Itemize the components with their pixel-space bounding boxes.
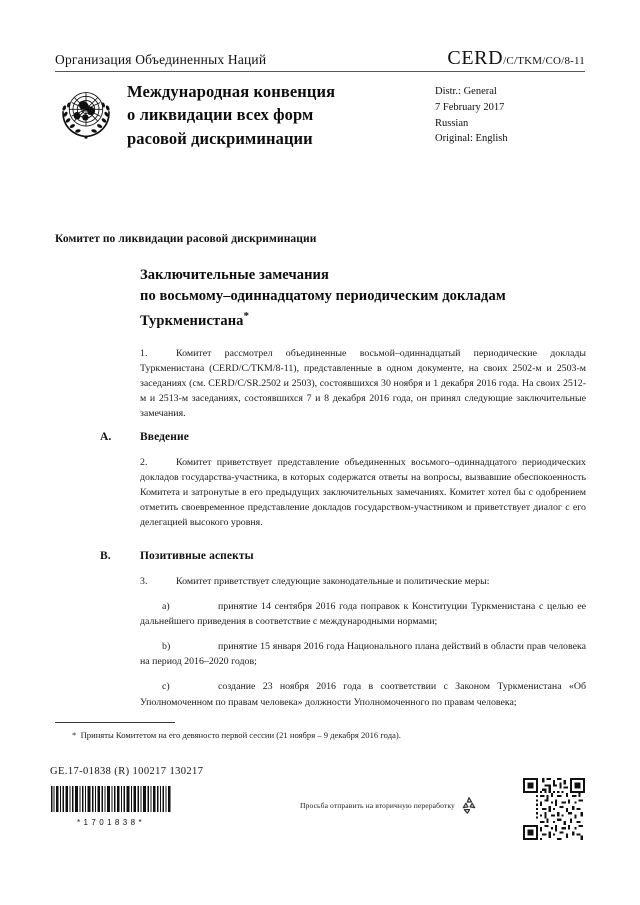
section-heading-b <box>100 550 586 562</box>
convention-title-line-3: расовой дискриминации <box>127 128 313 148</box>
footnote <box>55 729 505 741</box>
list-item-a <box>140 599 586 629</box>
paragraph-3-text: Комитет приветствует следующие законодательные и политические меры: <box>176 576 490 588</box>
document-symbol-sub: /C/TKM/CO/8-11 <box>503 55 585 67</box>
committee-name: Комитет по ликвидации расовой дискриминации <box>55 233 317 245</box>
masthead-body-row <box>55 80 585 150</box>
page-title-line-2: по восьмому–одиннадцатому периодическим докладам <box>140 288 506 305</box>
list-item-c-text: создание 23 ноября 2016 года в соответствии с Законом Туркменистана «Об Уполномоченном по правам человека» должности Уполномоченного по правам человека; <box>140 681 586 708</box>
distribution-language: Russian <box>435 117 469 129</box>
paragraph-1 <box>140 346 586 421</box>
footnote-marker: * <box>72 730 77 740</box>
footnote-zone <box>55 722 515 741</box>
paragraph-1-number: 1. <box>140 347 148 359</box>
title-footnote-marker: * <box>243 309 250 322</box>
page-title-line-3 <box>140 308 586 332</box>
qr-code <box>523 778 585 840</box>
recycle-notice <box>300 795 479 815</box>
page-title-line-3-text: Туркменистана <box>140 312 244 329</box>
convention-title <box>127 80 429 150</box>
un-emblem-icon <box>55 82 117 144</box>
distribution-type: Distr.: General <box>435 86 497 97</box>
section-b-letter: B. <box>100 550 111 563</box>
section-b-title: Позитивные аспекты <box>140 550 254 563</box>
paragraph-2-number: 2. <box>140 457 148 468</box>
paragraph-3 <box>140 574 586 589</box>
convention-title-line-1: Международная конвенция <box>127 82 336 101</box>
page-title <box>140 265 586 332</box>
section-heading-a <box>100 431 586 443</box>
paragraph-1-text: Комитет рассмотрел объединенные восьмой–одиннадцатый периодические доклады Туркменистана (CERD/C/TKM/8-11), представленные в одном документе, на своих 2502-м и 2503-м заседаниях (см. CERD/C/SR.2502 и 2503), состоявшихся 30 ноября и 1 декабря 2016 года. На своих 2512-м и 2513-м заседаниях, состоявшихся 7 и 8 декабря 2016 года, он принял следующие заключительные замечания. <box>140 347 586 419</box>
paragraph-2 <box>140 455 586 530</box>
recycling-icon <box>459 795 479 815</box>
distribution-original: Original: English <box>435 133 508 145</box>
list-item-c-label: c) <box>162 681 170 693</box>
paragraph-2-text: Комитет приветствует представление объединенных восьмого–одиннадцатого периодических докладов государства-участника, в которых содержатся ответы на вопросы, вызвавшие обеспокоенность Комитета и затронутые в его предыдущих заключительных замечаниях. Комитет хотел бы с одобрением отметить своевременное представление докладов государством-участником и приветствует диалог с его делегацией высокого уровня. <box>140 457 586 529</box>
section-a-title: Введение <box>140 431 189 443</box>
distribution-date: 7 February 2017 <box>435 101 505 113</box>
footnote-text: Приняты Комитетом на его девяносто первой сессии (21 ноября – 9 декабря 2016 года). <box>80 730 401 740</box>
list-item-c <box>140 679 586 709</box>
main-content <box>100 265 586 720</box>
list-item-a-label: a) <box>162 601 170 613</box>
recycle-text: Просьба отправить на вторичную переработку <box>300 800 455 810</box>
job-number: GE.17-01838 (R) 100217 130217 <box>50 766 204 777</box>
masthead-divider <box>55 71 585 72</box>
document-symbol <box>447 48 585 68</box>
barcode <box>50 786 172 827</box>
masthead-top-row <box>55 48 585 70</box>
distribution-block <box>435 84 585 147</box>
masthead <box>55 48 585 150</box>
organization-name: Организация Объединенных Наций <box>55 52 267 67</box>
paragraph-3-number: 3. <box>140 576 148 588</box>
document-symbol-main: CERD <box>447 47 504 69</box>
list-item-b <box>140 639 586 669</box>
page-title-line-1: Заключительные замечания <box>140 267 329 283</box>
list-item-a-text: принятие 14 сентября 2016 года поправок к Конституции Туркменистана с целью ее дальнейшего приведения в соответствие с международными нормами; <box>140 601 586 628</box>
list-item-b-label: b) <box>162 641 171 653</box>
convention-title-line-2: о ликвидации всех форм <box>127 105 314 125</box>
barcode-digits: *1701838* <box>77 818 145 827</box>
list-item-b-text: принятие 15 января 2016 года Национального плана действий в области прав человека на период 2016–2020 годов; <box>140 641 586 668</box>
section-a-letter: A. <box>100 431 112 443</box>
footnote-divider <box>55 722 175 723</box>
